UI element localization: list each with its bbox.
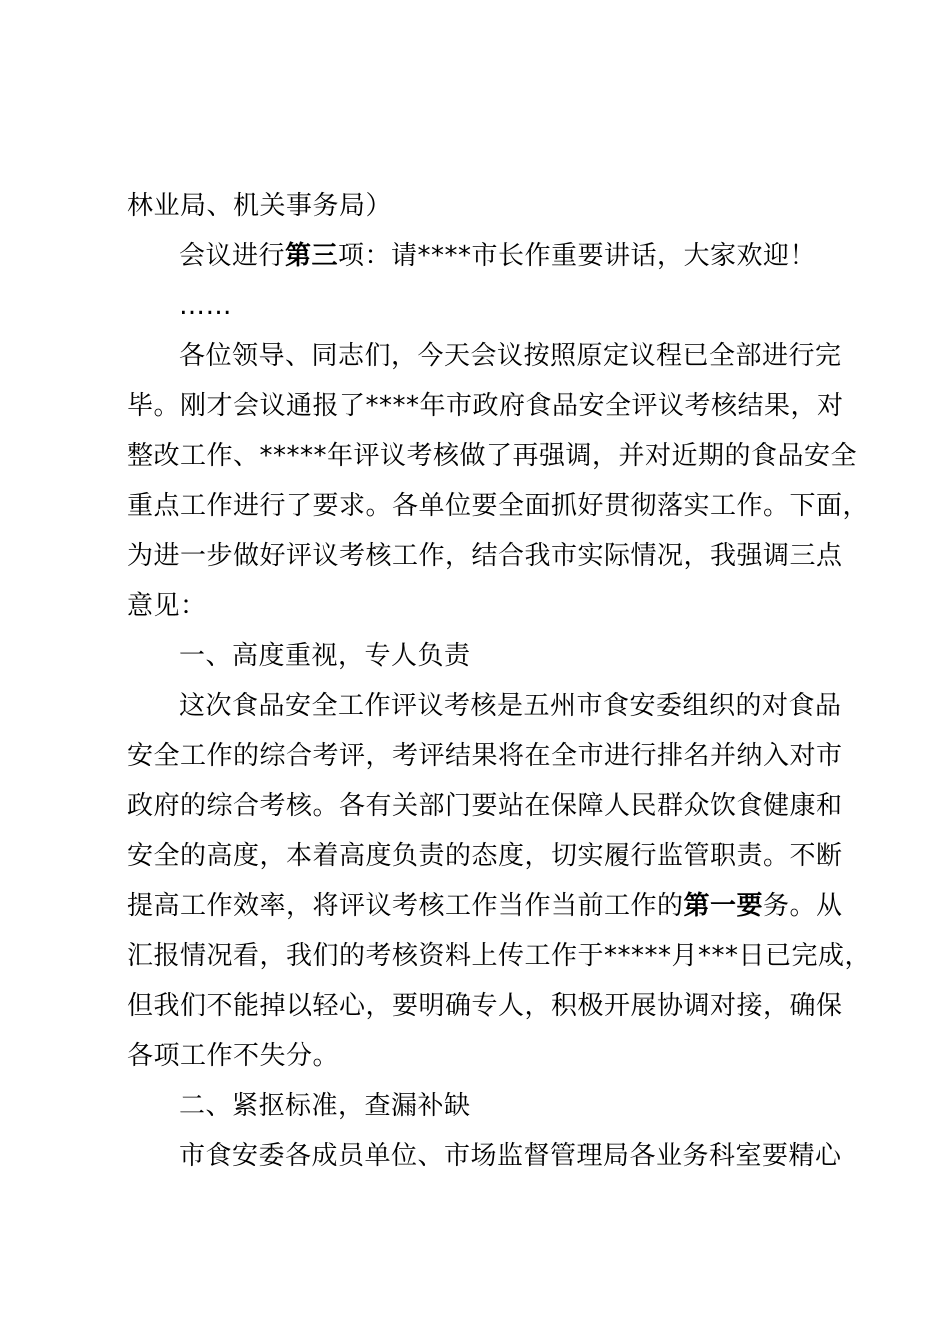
text-line: 整改工作、*****年评议考核做了再强调，并对近期的食品安全 xyxy=(127,441,858,471)
text-line: 意见： xyxy=(127,591,207,621)
text-line: 安全工作的综合考评，考评结果将在全市进行排名并纳入对市 xyxy=(127,741,843,771)
text-line: …… xyxy=(179,291,232,321)
text-line: 政府的综合考核。各有关部门要站在保障人民群众饮食健康和 xyxy=(127,791,843,821)
text-line: 各位领导、同志们，今天会议按照原定议程已全部进行完 xyxy=(179,341,842,371)
text-line: 市食安委各成员单位、市场监督管理局各业务科室要精心 xyxy=(179,1141,842,1171)
text-line: 会议进行第三项：请****市长作重要讲话，大家欢迎！ xyxy=(179,241,817,271)
section-heading: 一、高度重视，专人负责 xyxy=(179,641,471,671)
text-line: 但我们不能掉以轻心，要明确专人，积极开展协调对接，确保 xyxy=(127,991,843,1021)
text-line: 重点工作进行了要求。各单位要全面抓好贯彻落实工作。下面， xyxy=(127,491,870,521)
text-line: 安全的高度，本着高度负责的态度，切实履行监管职责。不断 xyxy=(127,841,843,871)
text-line: 这次食品安全工作评议考核是五州市食安委组织的对食品 xyxy=(179,691,842,721)
text-line: 林业局、机关事务局） xyxy=(127,191,393,221)
text-line: 提高工作效率，将评议考核工作当作当前工作的第一要务。从 xyxy=(127,891,843,921)
text-line: 为进一步做好评议考核工作，结合我市实际情况，我强调三点 xyxy=(127,541,843,571)
text-line: 汇报情况看，我们的考核资料上传工作于*****月***日已完成， xyxy=(127,941,872,971)
bold-text: 第三 xyxy=(285,241,339,271)
text-line: 毕。刚才会议通报了****年市政府食品安全评议考核结果，对 xyxy=(127,391,844,421)
text-line: 各项工作不失分。 xyxy=(127,1041,340,1071)
section-heading: 二、紧抠标准，查漏补缺 xyxy=(179,1091,471,1121)
bold-text: 第一要 xyxy=(683,891,764,921)
